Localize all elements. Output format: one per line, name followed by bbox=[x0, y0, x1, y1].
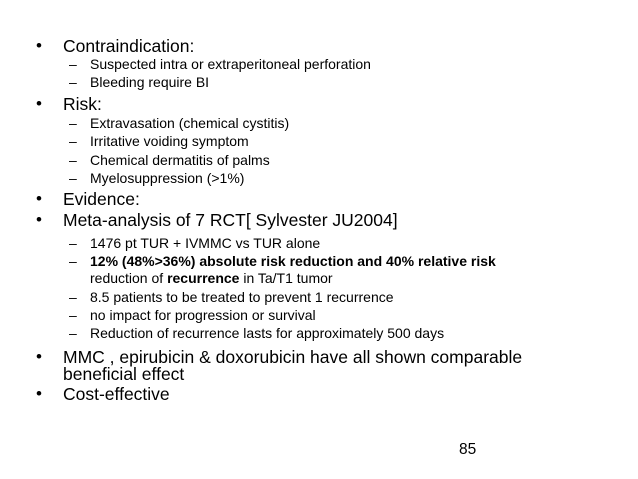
bullet-icon: • bbox=[36, 189, 42, 208]
sub-item-no-impact: no impact for progression or survival bbox=[90, 307, 316, 323]
sub-item-dermatitis: Chemical dermatitis of palms bbox=[90, 152, 270, 168]
sub-item-irritative: Irritative voiding symptom bbox=[90, 133, 249, 149]
tumor-text: in Ta/T1 tumor bbox=[239, 270, 333, 286]
bullet-icon: • bbox=[36, 94, 42, 113]
sub-item-risk-reduction-cont bbox=[90, 270, 333, 287]
bullet-icon: • bbox=[36, 384, 42, 403]
sub-item-bleeding: Bleeding require BI bbox=[90, 74, 210, 90]
bullet-risk: Risk: bbox=[63, 94, 102, 114]
page-number: 85 bbox=[459, 441, 477, 458]
bullet-mmc-line1: MMC , epirubicin & doxorubicin have all shown comparable bbox=[63, 347, 523, 367]
dash-icon: – bbox=[69, 170, 77, 186]
dash-icon: – bbox=[69, 133, 77, 149]
dash-icon: – bbox=[69, 325, 77, 341]
sub-item-1476-pt: 1476 pt TUR + IVMMC vs TUR alone bbox=[90, 235, 321, 251]
bullet-meta-analysis: Meta-analysis of 7 RCT[ Sylvester JU2004] bbox=[63, 210, 398, 230]
risk-reduction-bold: 12% (48%>36%) absolute risk reduction and 40% relative risk bbox=[90, 253, 496, 269]
sub-item-myelosuppression: Myelosuppression (>1%) bbox=[90, 170, 245, 186]
dash-icon: – bbox=[69, 74, 77, 90]
dash-icon: – bbox=[69, 152, 77, 168]
dash-icon: – bbox=[69, 289, 77, 305]
sub-item-extravasation: Extravasation (chemical cystitis) bbox=[90, 115, 290, 131]
sub-item-risk-reduction bbox=[90, 253, 496, 270]
dash-icon: – bbox=[69, 253, 77, 269]
recurrence-bold: recurrence bbox=[167, 270, 240, 286]
dash-icon: – bbox=[69, 115, 77, 131]
bullet-icon: • bbox=[36, 210, 42, 229]
sub-item-perforation: Suspected intra or extraperitoneal perforation bbox=[90, 56, 371, 72]
sub-item-nnt: 8.5 patients to be treated to prevent 1 recurrence bbox=[90, 289, 394, 305]
bullet-mmc-line2: beneficial effect bbox=[63, 364, 185, 384]
risk-reduction-text: reduction of bbox=[90, 270, 168, 286]
bullet-icon: • bbox=[36, 36, 42, 55]
bullet-evidence: Evidence: bbox=[63, 189, 140, 209]
dash-icon: – bbox=[69, 307, 77, 323]
dash-icon: – bbox=[69, 235, 77, 251]
dash-icon: – bbox=[69, 56, 77, 72]
bullet-icon: • bbox=[36, 347, 42, 366]
bullet-cost-effective: Cost-effective bbox=[63, 384, 170, 404]
sub-item-500-days: Reduction of recurrence lasts for approximately 500 days bbox=[90, 325, 445, 341]
bullet-contraindication: Contraindication: bbox=[63, 36, 195, 56]
